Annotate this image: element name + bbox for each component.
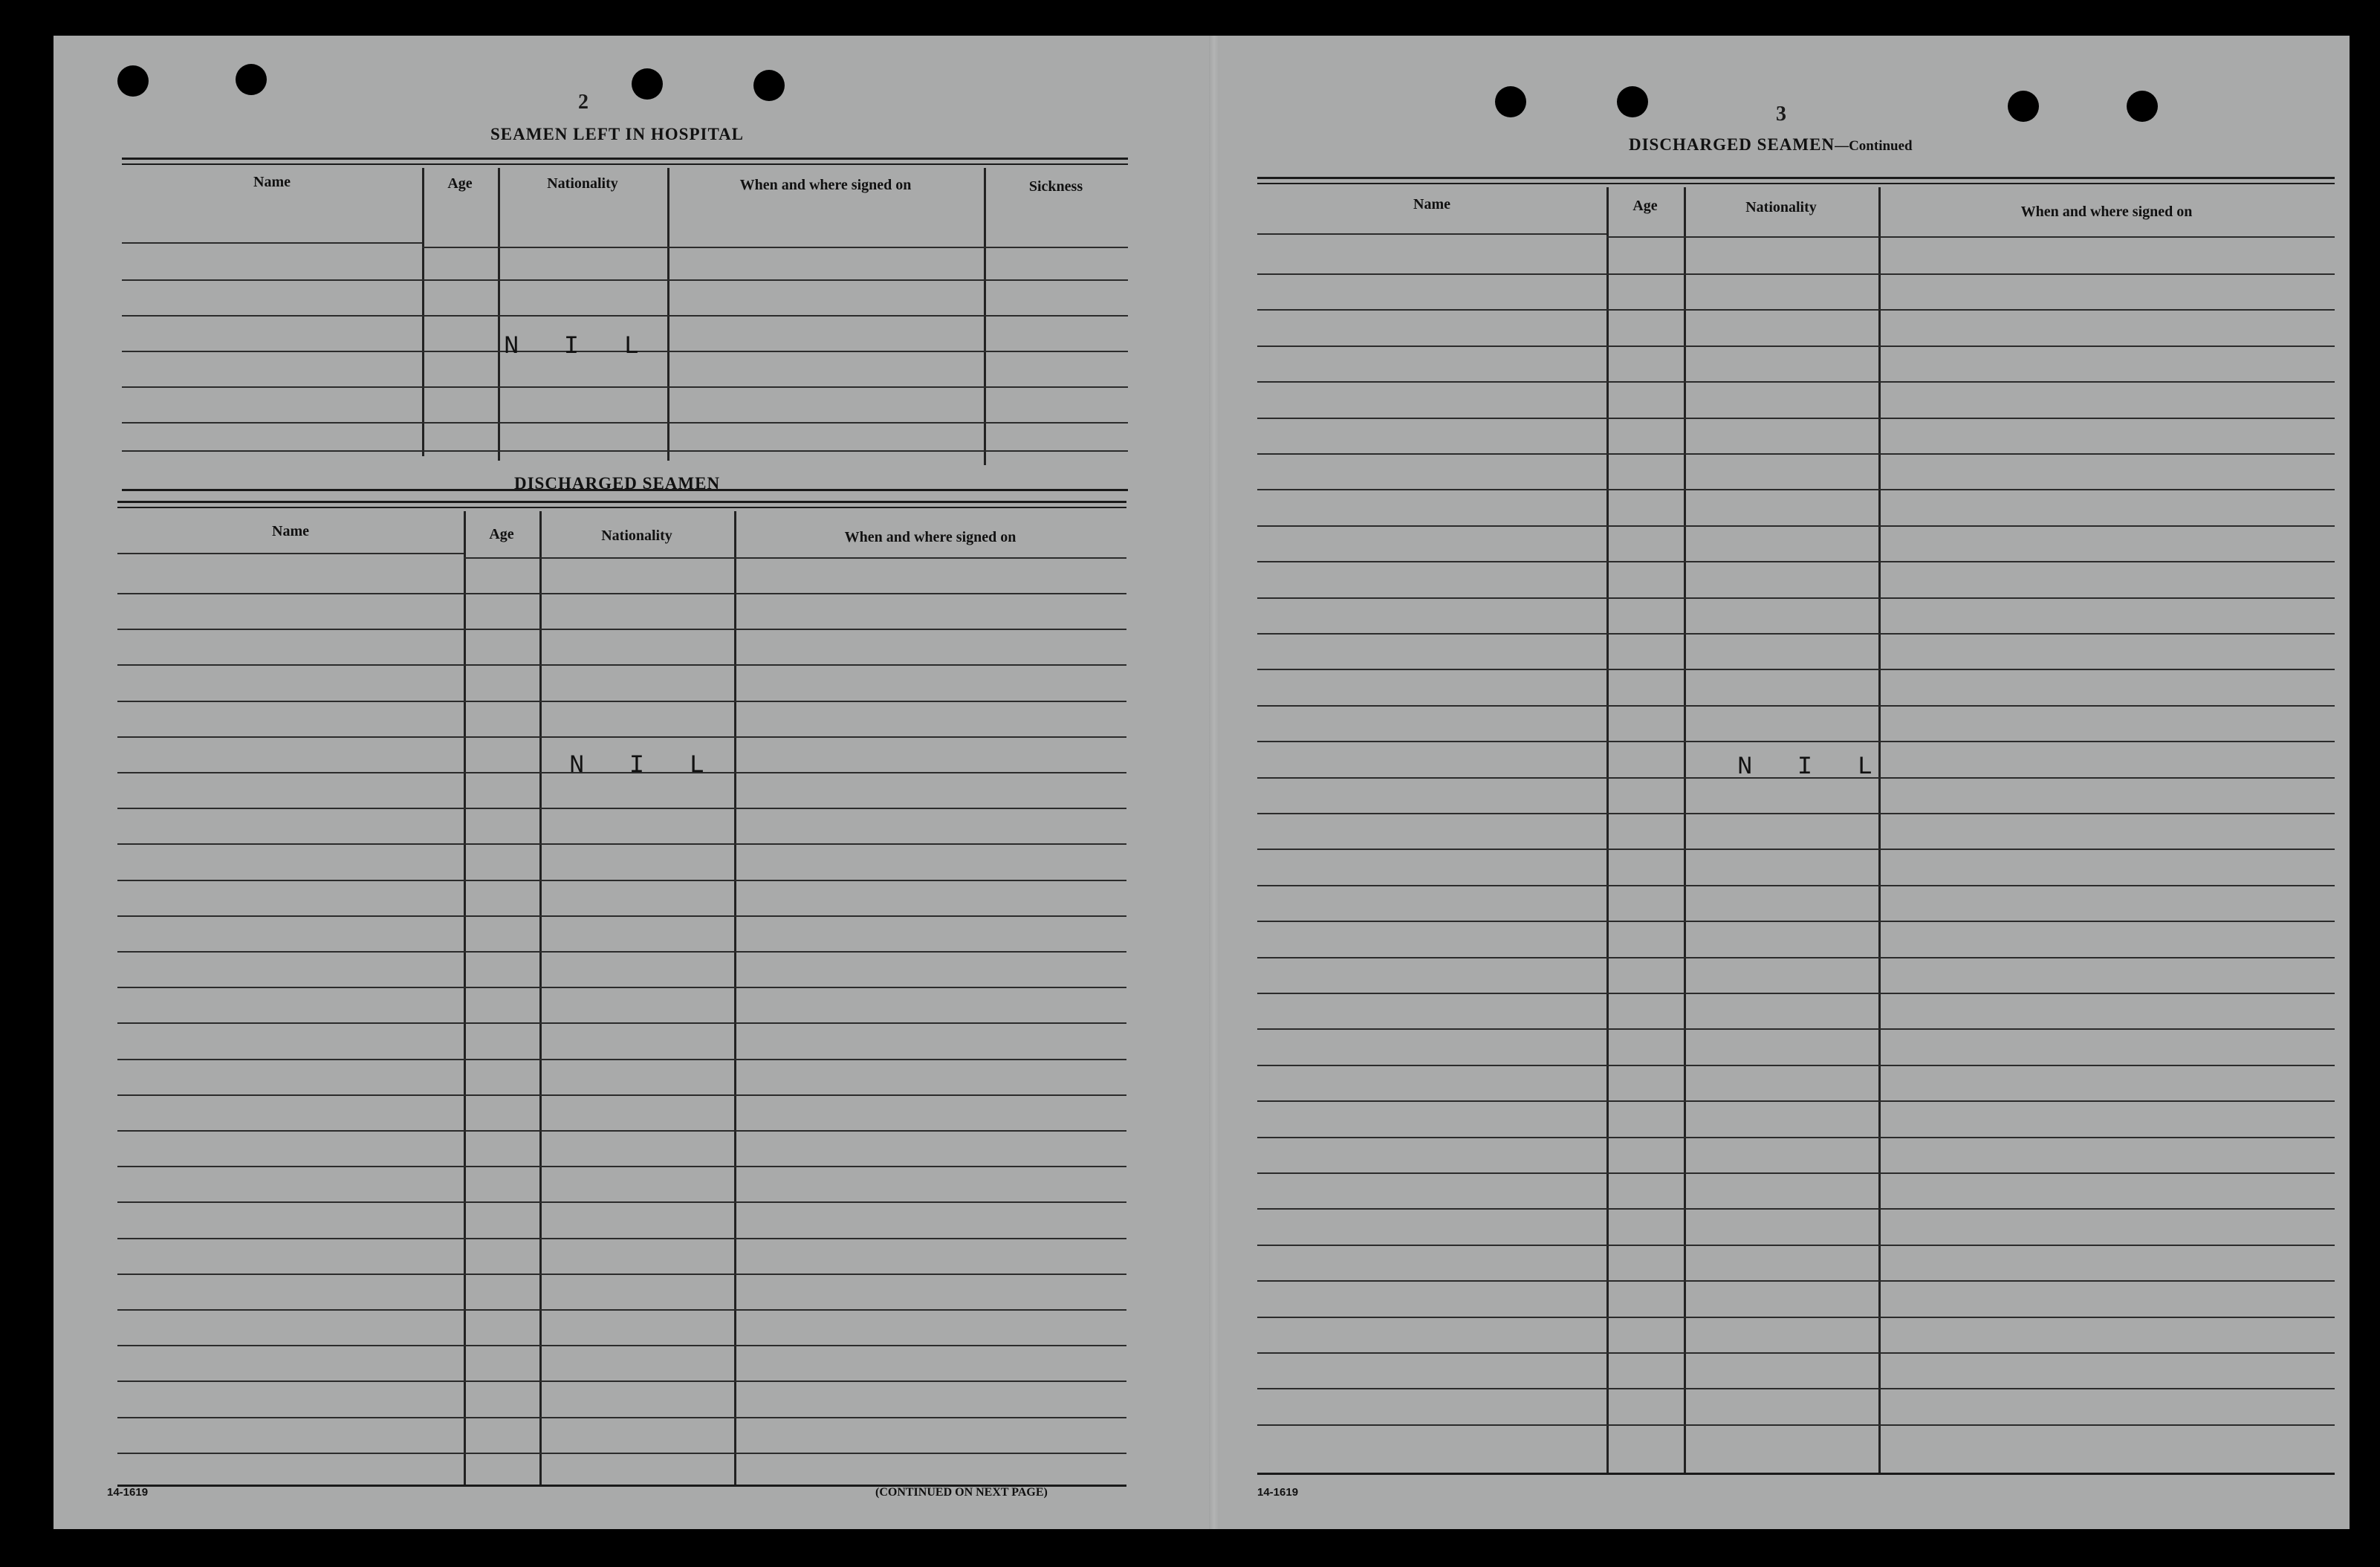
ruled-line [1257,418,2335,419]
hospital-table [122,158,1128,495]
ruled-line [117,1201,1126,1203]
punch-hole [632,68,663,100]
ruled-line [117,1059,1126,1060]
section-title-suffix: —Continued [1835,138,1913,154]
ruled-line [1257,1100,2335,1102]
column-header: Age [1632,198,1658,214]
ruled-line [1257,885,2335,886]
column-header: When and where signed on [844,529,1016,545]
ruled-line [1257,381,2335,383]
ruled-line [1257,993,2335,994]
hospital-section-title: SEAMEN LEFT IN HOSPITAL [490,125,745,143]
column-header: When and where signed on [2020,204,2193,220]
ruled-line [117,1453,1126,1454]
ruled-line [1257,813,2335,814]
ruled-line [117,951,1126,953]
discharged-table [117,501,1126,1511]
column-header: Name [1413,196,1450,212]
ruled-line [117,1417,1126,1418]
discharged-section-title: DISCHARGED SEAMEN [514,474,721,493]
ruled-line [1257,561,2335,562]
column-header: Name [253,174,291,190]
ruled-line [117,1130,1126,1132]
ruled-line [117,880,1126,881]
ruled-line [1257,1317,2335,1318]
ruled-line [1257,1208,2335,1210]
ruled-line [1257,849,2335,850]
ruled-line [1257,1352,2335,1354]
punch-hole [753,70,785,101]
ruled-line [117,987,1126,988]
continued-footer: (CONTINUED ON NEXT PAGE) [875,1486,1048,1499]
ruled-line [1257,957,2335,958]
column-header: Nationality [547,175,618,192]
column-header: Sickness [1028,178,1083,195]
ruled-line [1257,273,2335,275]
ruled-line [1257,453,2335,455]
ruled-line [117,1381,1126,1382]
form-number: 14-1619 [1257,1486,1299,1499]
column-header: Nationality [1745,199,1817,215]
column-header: Name [272,523,309,539]
column-header: Age [489,526,514,542]
ruled-line [117,701,1126,702]
page-number: 3 [1776,103,1786,126]
ruled-line [1257,1065,2335,1066]
page-fold [1209,36,1219,1529]
ruled-line [1257,1245,2335,1246]
ruled-line [1257,1280,2335,1282]
ruled-line [117,593,1126,594]
punch-hole [1495,86,1526,117]
ruled-line [1257,633,2335,635]
nil-entry: N I L [569,752,720,780]
punch-hole [2127,91,2158,122]
ruled-line [117,1022,1126,1024]
ruled-line [117,808,1126,809]
continued-section-title [1629,135,1913,155]
ruled-line [1257,1388,2335,1389]
ruled-line [1257,525,2335,527]
ruled-line [117,1238,1126,1239]
punch-hole [1617,86,1648,117]
section-title-text: DISCHARGED SEAMEN [1629,135,1835,154]
column-header: Nationality [601,528,672,544]
ruled-line [1257,309,2335,311]
ruled-line [117,1309,1126,1311]
column-header: Age [447,175,473,192]
ruled-line [1257,1137,2335,1138]
ruled-line [117,1345,1126,1346]
ruled-line [117,1274,1126,1275]
document-sheet [53,36,2350,1529]
ruled-line [1257,921,2335,922]
punch-hole [236,64,267,95]
nil-entry: N I L [1737,753,1888,782]
ruled-line [117,629,1126,630]
ruled-line [117,1166,1126,1167]
page-number: 2 [578,91,588,114]
ruled-line [1257,489,2335,490]
ruled-line [1257,1424,2335,1426]
ruled-line [1257,705,2335,707]
column-header: When and where signed on [739,177,912,193]
ruled-line [117,664,1126,666]
punch-hole [2008,91,2039,122]
ruled-line [117,915,1126,917]
ruled-line [1257,597,2335,599]
ruled-line [1257,345,2335,347]
ruled-line [117,736,1126,738]
ruled-line [1257,1172,2335,1174]
ruled-line [117,1094,1126,1096]
punch-hole [117,65,149,97]
nil-entry: N I L [504,333,655,361]
ruled-line [1257,1028,2335,1030]
ruled-line [1257,669,2335,670]
discharged-continued-table [1257,177,2335,1514]
ruled-line [117,843,1126,845]
form-number: 14-1619 [107,1486,149,1499]
ruled-line [1257,741,2335,742]
